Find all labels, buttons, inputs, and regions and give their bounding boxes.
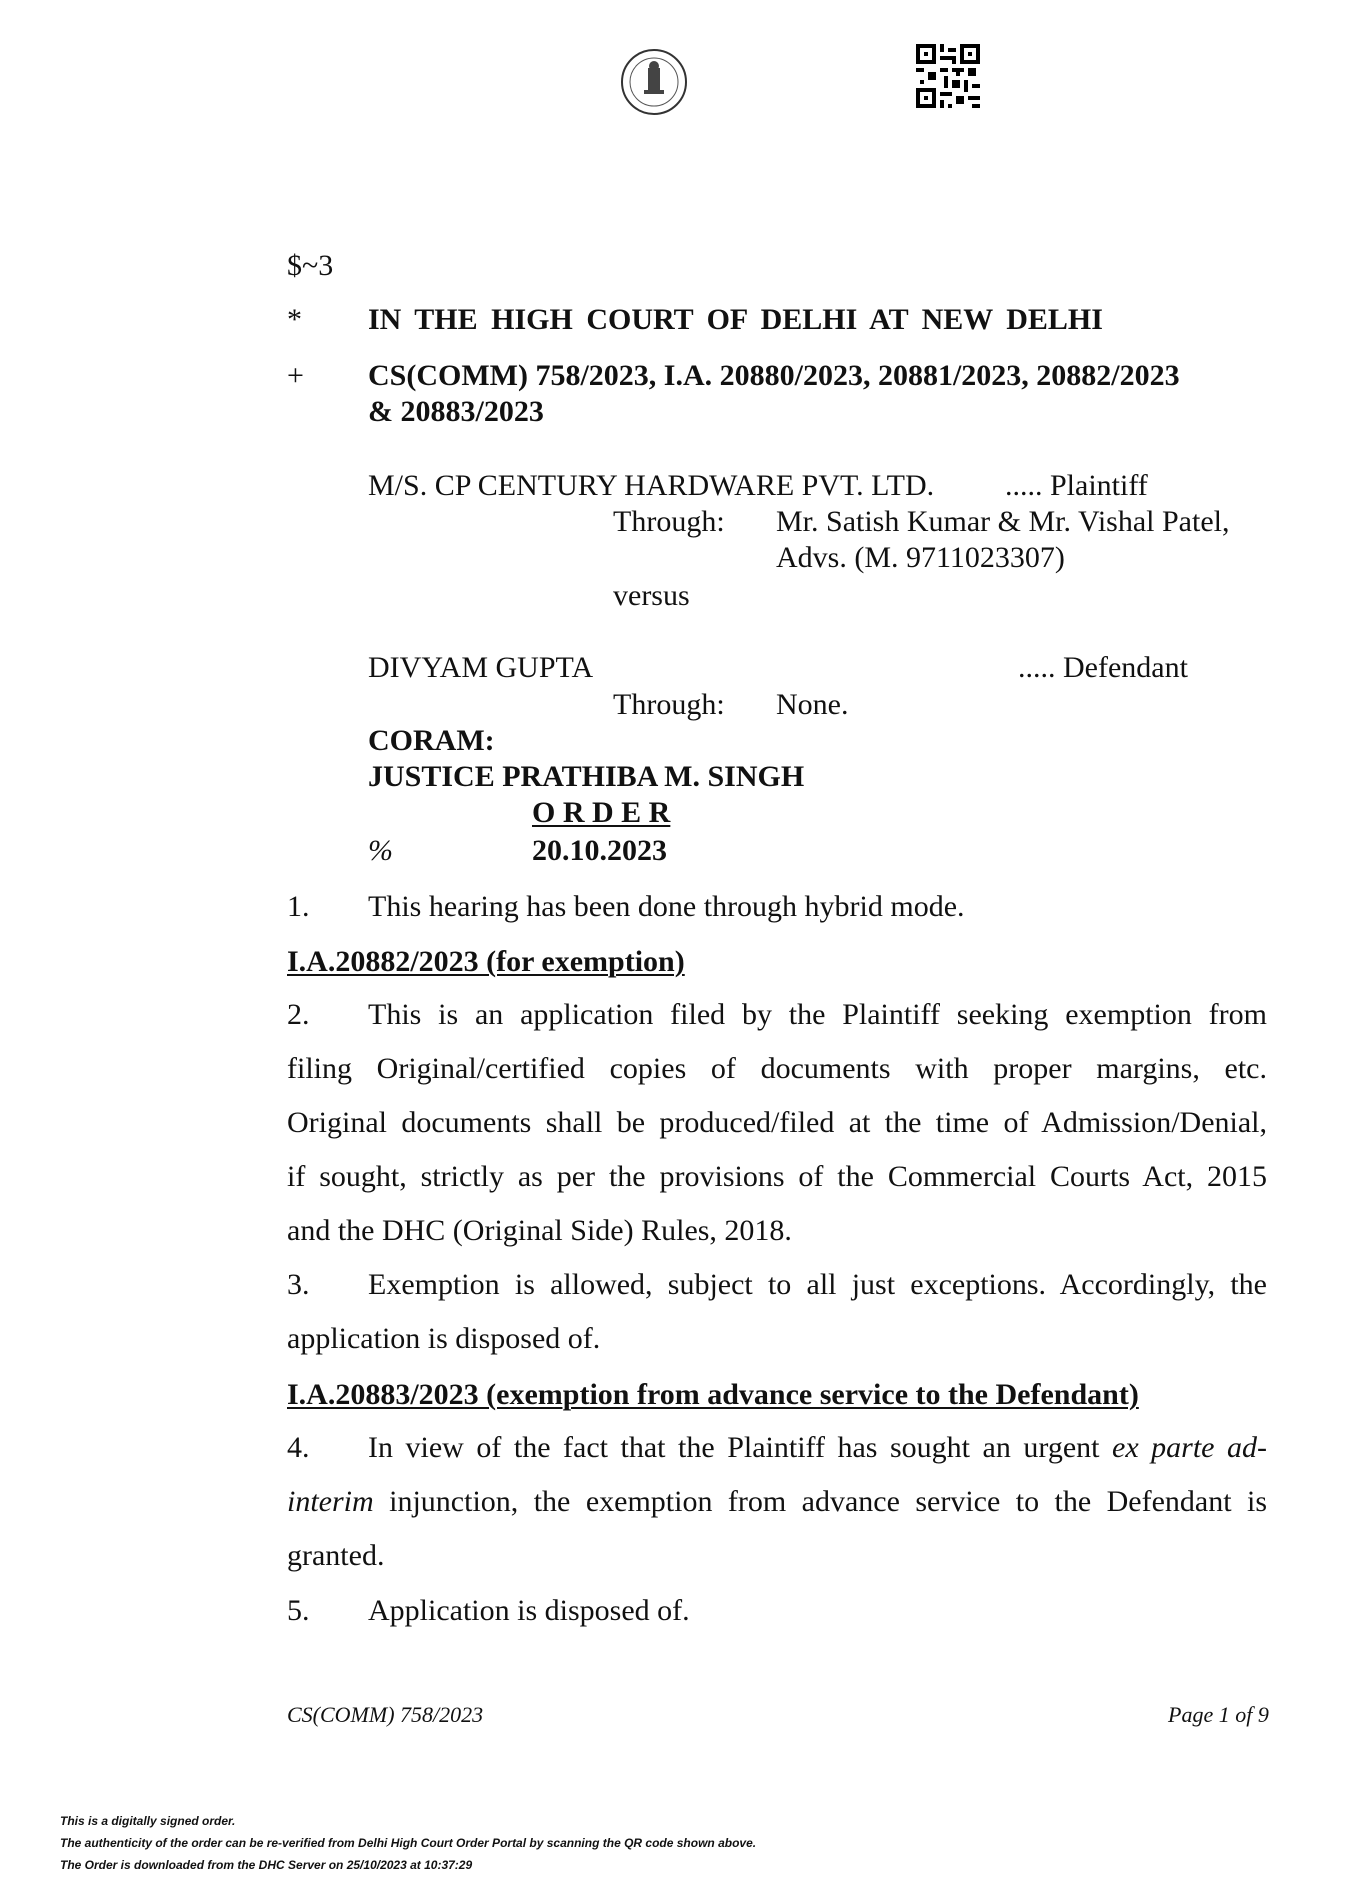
para-4-italic-phrase: ex parte ad- (1112, 1431, 1268, 1464)
para-3-number: 3. (287, 1268, 310, 1301)
footer-case-number: CS(COMM) 758/2023 (287, 1702, 484, 1727)
para-4-italic-interim: interim (287, 1485, 374, 1518)
para-4-number: 4. (287, 1431, 310, 1464)
section-heading-advance-service: I.A.20883/2023 (exemption from advance service to the Defendant) (287, 1378, 1139, 1411)
qr-code-icon (916, 44, 980, 108)
para-4-line-3: granted. (287, 1539, 385, 1572)
plaintiff-counsel: Mr. Satish Kumar & Mr. Vishal Patel, (776, 505, 1230, 538)
para-4-line-2 (287, 1485, 1267, 1519)
para-4-text-cont: injunction, the exemption from advance service to the Defendant is (389, 1485, 1268, 1518)
court-emblem (620, 48, 688, 116)
para-5-number: 5. (287, 1594, 310, 1627)
para-3-line-2: application is disposed of. (287, 1322, 601, 1355)
order-date: 20.10.2023 (532, 834, 667, 867)
para-2-line-5: and the DHC (Original Side) Rules, 2018. (287, 1214, 792, 1247)
judge-name: JUSTICE PRATHIBA M. SINGH (368, 760, 805, 793)
defendant-name: DIVYAM GUPTA (368, 651, 594, 684)
through-label-plaintiff: Through: (613, 505, 725, 538)
para-4-text-start: In view of the fact that the Plaintiff has sought an urgent (368, 1431, 1100, 1464)
star-marker: * (287, 303, 302, 336)
emblem-icon (620, 48, 688, 116)
plus-marker: + (287, 359, 304, 392)
coram-label: CORAM: (368, 724, 495, 757)
order-title: O R D E R (532, 796, 671, 829)
para-3-text-start: Exemption is allowed, subject to all just exceptions. Accordingly, the (368, 1268, 1267, 1301)
case-number-line-2: & 20883/2023 (368, 395, 544, 428)
plaintiff-counsel-contact: Advs. (M. 9711023307) (776, 541, 1065, 574)
through-label-defendant: Through: (613, 688, 725, 721)
para-3-line-1 (287, 1268, 1267, 1302)
signature-notice-line-2: The authenticity of the order can be re-verified from Delhi High Court Order Portal by scanning the QR code shown above. (60, 1836, 757, 1850)
qr-code (916, 44, 980, 108)
para-1-number: 1. (287, 890, 310, 923)
section-heading-exemption: I.A.20882/2023 (for exemption) (287, 945, 685, 978)
signature-notice-line-3: The Order is downloaded from the DHC Server on 25/10/2023 at 10:37:29 (60, 1858, 473, 1872)
para-2-line-3: Original documents shall be produced/filed at the time of Admission/Denial, (287, 1106, 1267, 1139)
defendant-role: ..... Defendant (1018, 651, 1188, 684)
signature-notice-line-1: This is a digitally signed order. (60, 1814, 236, 1828)
court-name: IN THE HIGH COURT OF DELHI AT NEW DELHI (368, 303, 1103, 336)
para-2-number: 2. (287, 998, 310, 1031)
case-number-line-1: CS(COMM) 758/2023, I.A. 20880/2023, 20881/2023, 20882/2023 (368, 359, 1180, 392)
percent-marker: % (368, 834, 393, 867)
para-2-line-1 (287, 998, 1267, 1032)
para-2-line-2: filing Original/certified copies of documents with proper margins, etc. (287, 1052, 1267, 1085)
para-2-text-start: This is an application filed by the Plaintiff seeking exemption from (368, 998, 1267, 1031)
para-5-text: Application is disposed of. (368, 1594, 690, 1627)
para-2-line-4: if sought, strictly as per the provisions of the Commercial Courts Act, 2015 (287, 1160, 1267, 1193)
plaintiff-name: M/S. CP CENTURY HARDWARE PVT. LTD. (368, 469, 935, 502)
defendant-counsel: None. (776, 688, 849, 721)
footer-page-number: Page 1 of 9 (1168, 1702, 1269, 1727)
reference-marker: $~3 (287, 249, 334, 282)
para-1-text: This hearing has been done through hybrid mode. (368, 890, 965, 923)
plaintiff-role: ..... Plaintiff (1005, 469, 1148, 502)
para-4-line-1 (287, 1431, 1267, 1465)
versus-label: versus (613, 579, 690, 612)
